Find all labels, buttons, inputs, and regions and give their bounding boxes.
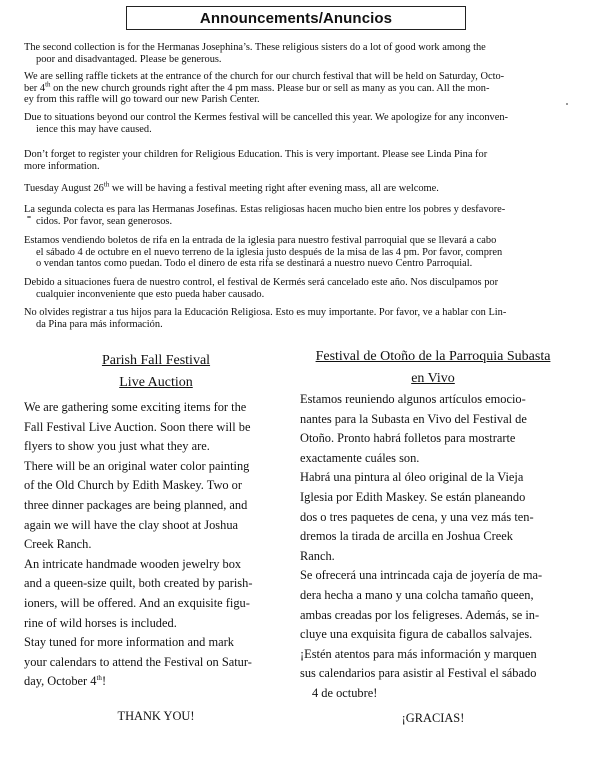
text-line: Iglesia por Edith Maskey. Se están planeando <box>300 489 526 504</box>
announcement-line: We are selling raffle tickets at the entrance of the church for our church festival that will be held on Saturday, Octo- <box>24 71 505 82</box>
text-line: Fall Festival Live Auction. Soon there will be <box>24 419 251 434</box>
announcement-line: el sábado 4 de octubre en el nuevo terreno de la iglesia justo después de la misa de las 4 pm. Por favor, compren <box>36 246 503 258</box>
spanish-column-title <box>300 346 566 390</box>
announcement-line: ience this may have caused. <box>36 123 152 135</box>
announcement-line: The second collection is for the Hermanas Josephina’s. These religious sisters do a lot of good work among the <box>24 42 486 53</box>
announcement-religious-ed-en <box>24 149 554 172</box>
announcement-line: cualquier inconveniente que esto pueda haber causado. <box>36 288 265 300</box>
text-line: An intricate handmade wooden jewelry box <box>24 556 242 571</box>
text-span: on the new church grounds right after the 4 pm mass. Please bur or sell as many as you can. All the mon- <box>50 82 490 94</box>
announcement-line <box>24 80 554 95</box>
text-line: Estamos reuniendo algunos artículos emocio- <box>300 392 526 406</box>
text-line: ioners, will be offered. And an exquisite figu- <box>24 595 250 610</box>
announcement-line: da Pina para más información. <box>36 318 163 330</box>
announcement-line: Due to situations beyond our control the Kermes festival will be cancelled this year. We apologize for any inconven- <box>24 112 509 123</box>
paragraph <box>24 555 288 633</box>
paragraph <box>24 633 288 692</box>
announcement-second-collection-en <box>24 42 554 65</box>
announcement-raffle-es <box>24 235 554 270</box>
text-line: We are gathering some exciting items for the <box>24 400 247 414</box>
text-line: your calendars to attend the Festival on Satur- <box>24 654 252 669</box>
text-line: of the Old Church by Edith Maskey. Two or <box>24 478 243 493</box>
text-line: sus calendarios para asistir al Festival el sábado <box>300 666 537 681</box>
english-column-body <box>24 398 288 692</box>
text-line: cluye una exquisita figura de caballos salvajes. <box>300 627 533 642</box>
ordinal-suffix: th <box>45 80 51 89</box>
thank-you-text: THANK YOU! <box>117 709 195 723</box>
column-title-line: Festival de Otoño de la Parroquia Subasta <box>315 349 551 364</box>
announcement-line: No olvides registrar a tus hijos para la Educación Religiosa. Esto es muy importante. Por favor, ve a hablar con Lin- <box>24 307 507 318</box>
text-line: 4 de octubre! <box>312 685 378 700</box>
text-line: dremos la tirada de arcilla en Joshua Creek <box>300 529 513 544</box>
text-line: Habrá una pintura al óleo original de la Vieja <box>300 470 524 485</box>
announcement-line <box>24 180 554 195</box>
text-span: ber 4 <box>24 82 46 94</box>
announcement-line: ey from this raffle will go toward our new Parish Center. <box>24 94 260 106</box>
paragraph <box>300 566 566 644</box>
announcement-second-collection-es <box>24 204 554 227</box>
text-line: Otoño. Pronto habrá folletos para mostrarte <box>300 431 516 446</box>
announcement-line: cidos. Por favor, sean generosos. <box>36 215 173 227</box>
paragraph <box>300 390 566 468</box>
text-line: flyers to show you just what they are. <box>24 439 210 454</box>
text-line: ambas creadas por los feligreses. Además, se in- <box>300 607 540 622</box>
spanish-column-body <box>300 390 566 704</box>
announcement-line: o vendan tantos como puedan. Todo el dinero de esta rifa se destinará a nuestro nuevo Centro Parroquial. <box>36 258 473 270</box>
paragraph <box>300 468 566 566</box>
announcement-line: Debido a situaciones fuera de nuestro control, el festival de Kermés será cancelado este año. Nos disculpamos por <box>24 277 499 288</box>
text-line: There will be an original water color painting <box>24 458 250 473</box>
scan-dot <box>566 103 568 105</box>
text-line: Stay tuned for more information and mark <box>24 635 234 650</box>
column-title-line: Parish Fall Festival <box>101 353 211 368</box>
text-span: ! <box>101 674 107 689</box>
announcement-kermes-en <box>24 112 554 135</box>
paragraph <box>300 645 566 704</box>
text-line: dera hecha a mano y una colcha tamaño queen, <box>300 587 534 602</box>
ordinal-suffix: th <box>103 180 110 189</box>
text-line: nantes para la Subasta en Vivo del Festival de <box>300 411 527 426</box>
text-line: exactamente cuáles son. <box>300 450 420 465</box>
page-title: Announcements/Anuncios <box>199 9 393 27</box>
ordinal-suffix: th <box>96 674 102 683</box>
text-line: Ranch. <box>300 548 335 563</box>
announcements-header <box>126 6 466 30</box>
text-line: ¡Estén atentos para más información y marquen <box>300 646 537 661</box>
announcement-religious-ed-es <box>24 307 554 330</box>
announcement-line: poor and disadvantaged. Please be generous. <box>36 53 222 65</box>
paragraph <box>24 398 288 457</box>
column-title-line: Live Auction <box>119 375 193 390</box>
text-line: Creek Ranch. <box>24 537 92 552</box>
announcement-line: La segunda colecta es para las Hermanas Josefinas. Estas religiosas hacen mucho bien entre los pobres y desfavore- <box>24 204 506 215</box>
announcement-line: more information. <box>24 160 100 172</box>
text-span: Tuesday August 26 <box>24 183 104 194</box>
text-line: again we will have the clay shoot at Joshua <box>24 517 239 532</box>
text-line: dos o tres paquetes de cena, y una vez más ten- <box>300 509 534 524</box>
text-line: Se ofrecerá una intrincada caja de joyería de ma- <box>300 568 543 583</box>
text-span: day, October 4 <box>24 674 97 689</box>
text-line: and a queen-size quilt, both created by parish- <box>24 576 253 591</box>
column-title-line: en Vivo <box>411 371 455 386</box>
text-line: three dinner packages are being planned, and <box>24 497 248 512</box>
english-column-title <box>24 350 288 394</box>
announcement-raffle-en <box>24 71 554 106</box>
announcement-line: Don’t forget to register your children for Religious Education. This is very important. Please see Linda Pina for <box>24 149 488 160</box>
text-line <box>24 674 106 688</box>
announcement-meeting-en <box>24 180 554 195</box>
paragraph <box>24 457 288 555</box>
announcement-line: Estamos vendiendo boletos de rifa en la entrada de la iglesia para nuestro festival parroquial que se llevará a cabo <box>24 235 497 246</box>
announcement-kermes-es <box>24 277 554 300</box>
text-line: rine of wild horses is included. <box>24 615 177 630</box>
text-span: we will be having a festival meeting right after evening mass, all are welcome. <box>109 183 439 194</box>
gracias-text: ¡GRACIAS! <box>401 711 465 725</box>
